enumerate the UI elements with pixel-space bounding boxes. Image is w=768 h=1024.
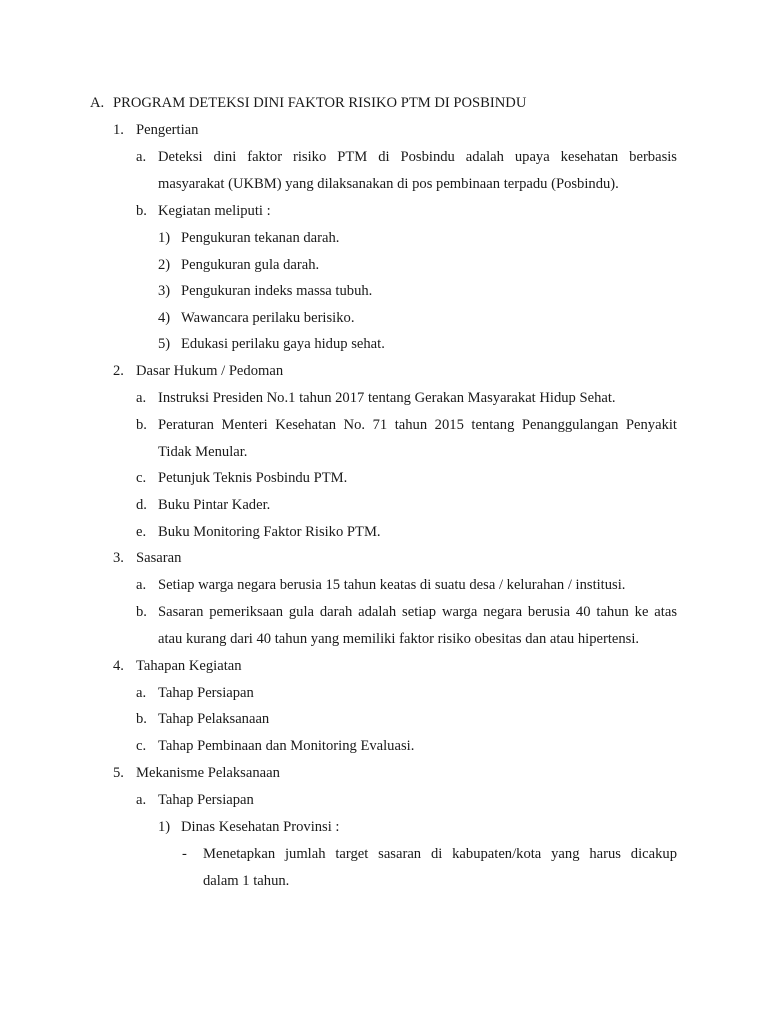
list-number: 1) [158, 230, 171, 246]
subitem-marker: b. [136, 203, 147, 219]
item-heading: Mekanisme Pelaksanaan [136, 765, 280, 781]
subitem-marker: b. [136, 604, 147, 620]
subitem-text: Tahap Pelaksanaan [158, 711, 270, 727]
subitem-text: Instruksi Presiden No.1 tahun 2017 tentang Gerakan Masyarakat Hidup Sehat. [158, 390, 616, 406]
item-heading: Sasaran [136, 550, 182, 566]
item-number: 3. [113, 550, 124, 566]
subitem-marker: b. [136, 417, 147, 433]
subitem-marker: e. [136, 524, 147, 540]
list-item: Pengukuran gula darah. [181, 257, 320, 273]
section-title: PROGRAM DETEKSI DINI FAKTOR RISIKO PTM DI POSBINDU [113, 95, 527, 111]
paragraph-line: Deteksi dini faktor risiko PTM di Posbindu adalah upaya kesehatan berbasis [158, 149, 677, 165]
paragraph-line: Tidak Menular. [158, 444, 248, 460]
subitem-text: Tahap Persiapan [158, 792, 254, 808]
list-number: 2) [158, 257, 171, 273]
subitem-text: Buku Pintar Kader. [158, 497, 271, 513]
list-number: 4) [158, 310, 171, 326]
subitem-marker: a. [136, 792, 147, 808]
subitem-text: Setiap warga negara berusia 15 tahun keatas di suatu desa / kelurahan / institusi. [158, 577, 626, 593]
item-heading: Dasar Hukum / Pedoman [136, 363, 284, 379]
subitem-marker: a. [136, 685, 147, 701]
paragraph-line: Sasaran pemeriksaan gula darah adalah setiap warga negara berusia 40 tahun ke atas [158, 604, 677, 620]
dash-marker: - [182, 846, 187, 862]
item-number: 2. [113, 363, 124, 379]
list-item: Wawancara perilaku berisiko. [181, 310, 355, 326]
subitem-marker: b. [136, 711, 147, 727]
list-item: Pengukuran indeks massa tubuh. [181, 283, 373, 299]
subitem-text: Buku Monitoring Faktor Risiko PTM. [158, 524, 381, 540]
subitem-text: Petunjuk Teknis Posbindu PTM. [158, 470, 348, 486]
list-item: Pengukuran tekanan darah. [181, 230, 340, 246]
subitem-marker: a. [136, 390, 147, 406]
item-number: 4. [113, 658, 124, 674]
subitem-marker: a. [136, 577, 147, 593]
paragraph-line: atau kurang dari 40 tahun yang memiliki faktor risiko obesitas dan atau hipertensi. [158, 631, 640, 647]
subitem-text: Tahap Persiapan [158, 685, 254, 701]
list-item: Dinas Kesehatan Provinsi : [181, 819, 340, 835]
paragraph-line: Menetapkan jumlah target sasaran di kabupaten/kota yang harus dicakup [203, 846, 677, 862]
list-number: 1) [158, 819, 171, 835]
paragraph-line: Peraturan Menteri Kesehatan No. 71 tahun 2015 tentang Penanggulangan Penyakit [158, 417, 677, 433]
subitem-marker: c. [136, 738, 147, 754]
item-number: 5. [113, 765, 124, 781]
item-heading: Tahapan Kegiatan [136, 658, 242, 674]
list-item: Edukasi perilaku gaya hidup sehat. [181, 336, 385, 352]
subitem-marker: c. [136, 470, 147, 486]
paragraph-line: masyarakat (UKBM) yang dilaksanakan di pos pembinaan terpadu (Posbindu). [158, 176, 619, 192]
subitem-marker: d. [136, 497, 147, 513]
subitem-text: Tahap Pembinaan dan Monitoring Evaluasi. [158, 738, 415, 754]
item-number: 1. [113, 122, 124, 138]
paragraph-line: dalam 1 tahun. [203, 873, 290, 889]
item-heading: Pengertian [136, 122, 199, 138]
subitem-text: Kegiatan meliputi : [158, 203, 271, 219]
subitem-marker: a. [136, 149, 147, 165]
section-marker: A. [90, 95, 105, 111]
list-number: 3) [158, 283, 171, 299]
list-number: 5) [158, 336, 171, 352]
